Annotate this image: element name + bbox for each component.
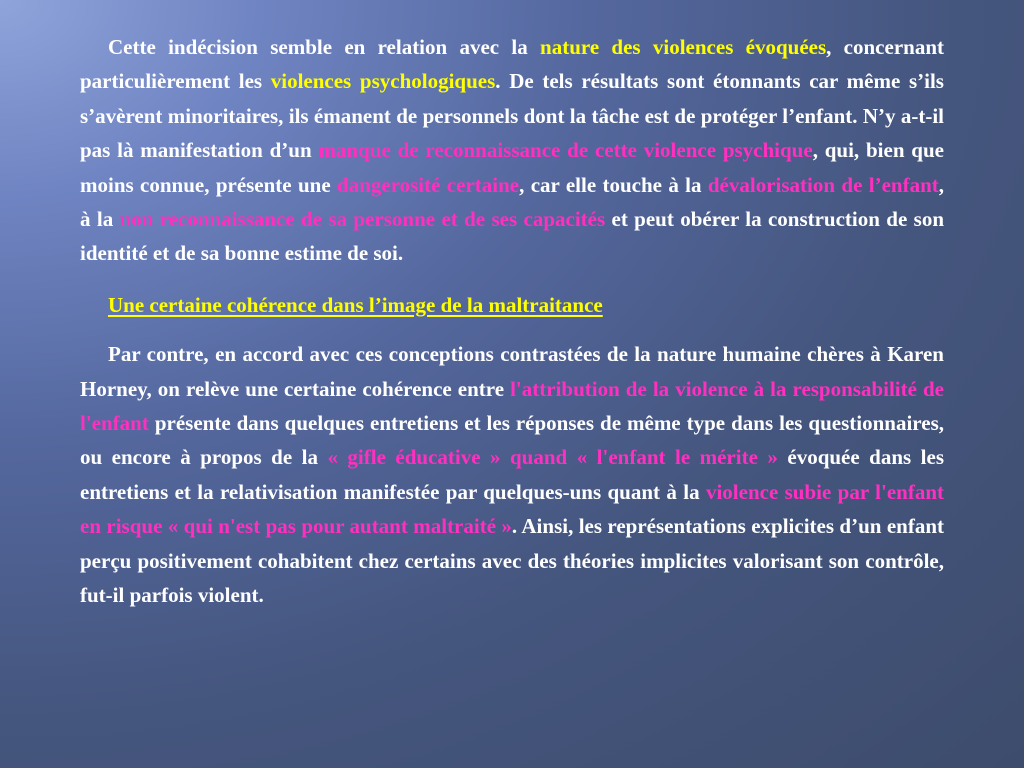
p1-text-1: Cette indécision semble en relation avec la bbox=[108, 35, 541, 59]
p1-text-3: . De tels résultats sont étonnants car même s’ils s’avèrent minoritaires, ils émanent de personnels dont la tâche est de protéger l’enfant. N’y a-t-il pas là manifestation d’un bbox=[80, 69, 944, 163]
p1-text-6: , à la bbox=[80, 172, 944, 232]
p1-text-7: et peut obérer la construction de son identité et de sa bonne estime de soi. bbox=[80, 207, 945, 266]
p2-text-3: évoquée dans les entretiens et la relativisation manifestée par quelques-uns quant à la bbox=[80, 445, 945, 504]
p2-highlight-violence-subie: violence subie par l'enfant en risque « qui n'est pas pour autant maltraité » bbox=[80, 479, 944, 539]
section-heading-text: Une certaine cohérence dans l’image de la maltraitance bbox=[108, 292, 603, 317]
paragraph-1 bbox=[80, 30, 944, 271]
p1-highlight-non-reconnaissance: non reconnaissance de sa personne et de ses capacités bbox=[119, 207, 606, 232]
p1-text-5: , car elle touche à la bbox=[519, 172, 708, 197]
p1-highlight-nature-violences: nature des violences évoquées bbox=[540, 35, 827, 59]
p1-highlight-manque-reconnaissance: manque de reconnaissance de cette violence psychique bbox=[318, 138, 813, 163]
p1-text-4: , qui, bien que moins connue, présente une bbox=[80, 138, 944, 197]
paragraph-2 bbox=[80, 337, 944, 612]
slide-content bbox=[80, 30, 944, 613]
p1-highlight-dangerosite: dangerosité certaine bbox=[337, 172, 520, 197]
section-heading bbox=[80, 288, 944, 322]
p2-highlight-gifle-educative: « gifle éducative » quand « l'enfant le mérite » bbox=[327, 445, 778, 470]
p2-highlight-attribution: l'attribution de la violence à la responsabilité de l'enfant bbox=[80, 376, 945, 436]
p2-text-1: Par contre, en accord avec ces conceptions contrastées de la nature humaine chères à Karen Horney, on relève une certaine cohérence entre bbox=[80, 342, 944, 401]
p2-text-2: présente dans quelques entretiens et les réponses de même type dans les questionnaires, ou encore à propos de la bbox=[80, 411, 944, 470]
p1-highlight-devalorisation: dévalorisation de l’enfant bbox=[707, 172, 939, 197]
p1-text-2: , concernant particulièrement les bbox=[80, 35, 944, 94]
p2-text-4: . Ainsi, les représentations explicites d’un enfant perçu positivement cohabitent chez certains avec des théories implicites valorisant son contrôle, fut-il parfois violent. bbox=[80, 514, 944, 608]
p1-highlight-violences-psychologiques: violences psychologiques bbox=[270, 69, 496, 94]
